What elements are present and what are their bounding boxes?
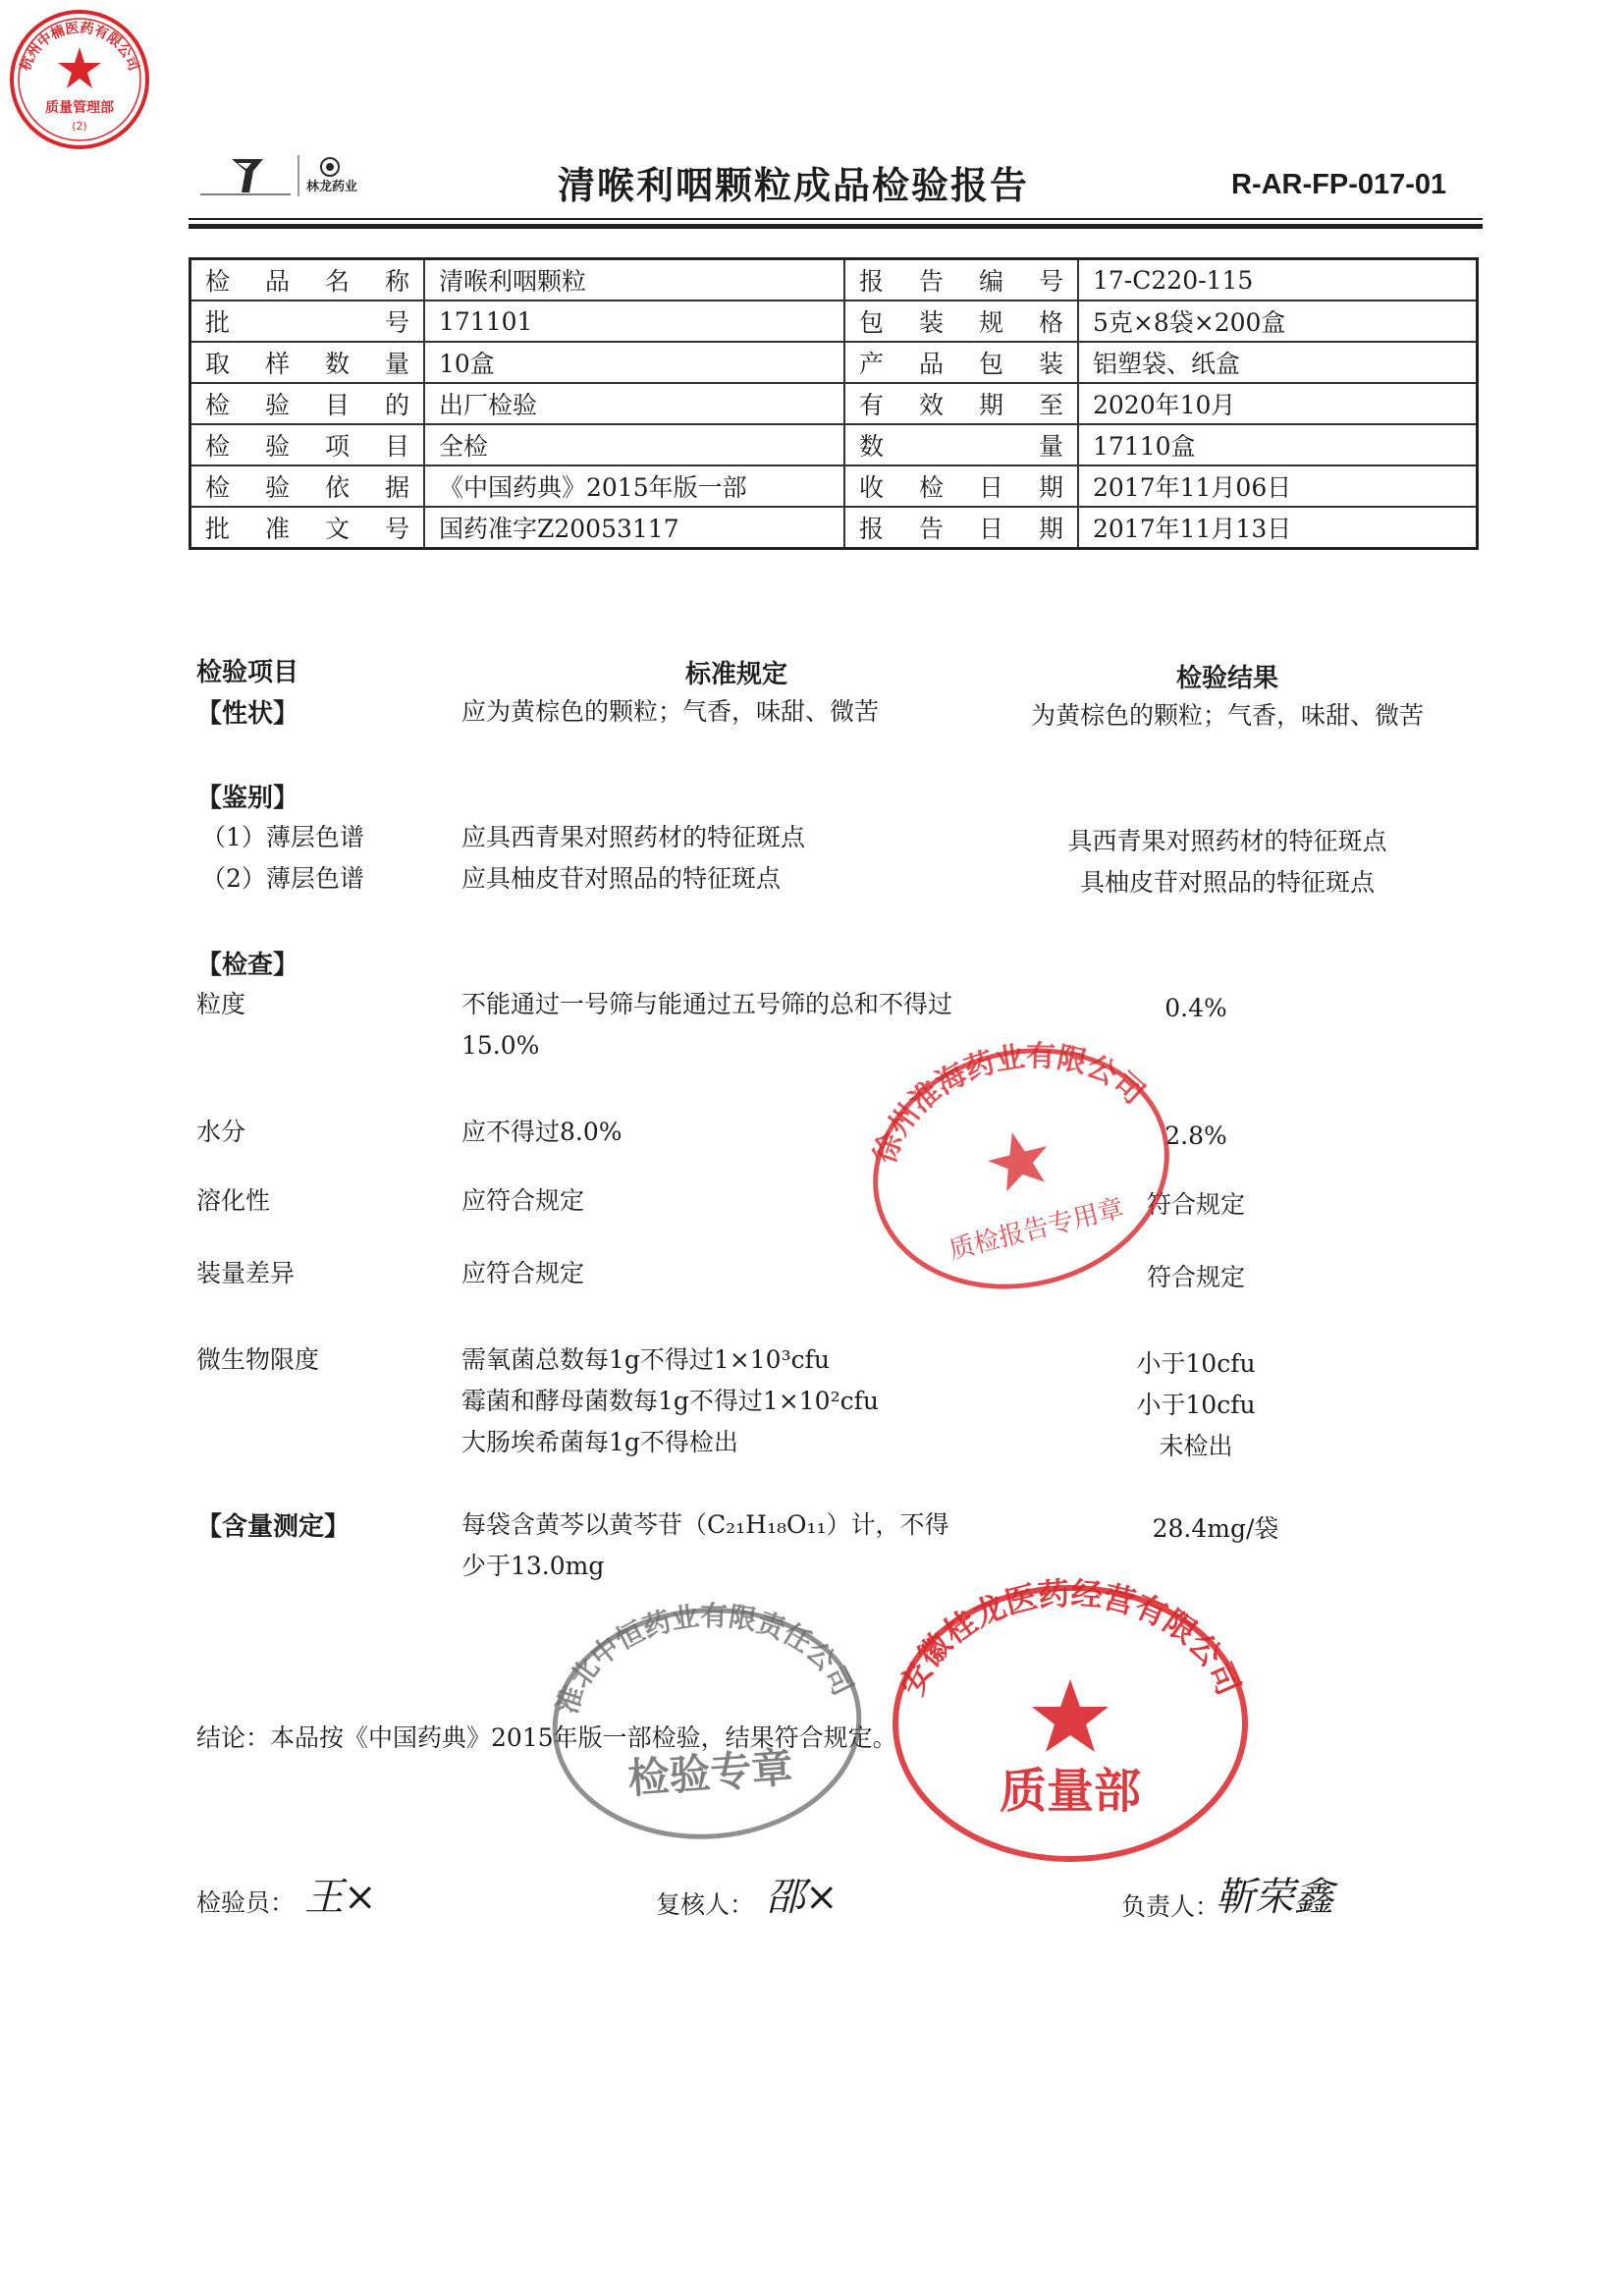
section-identification: 【鉴别】 bbox=[196, 784, 299, 813]
stamp-top-left-center: 质量管理部 bbox=[45, 100, 114, 116]
info-row bbox=[190, 301, 1478, 342]
info-value: 17110盒 bbox=[1093, 432, 1196, 461]
info-value-cell bbox=[1078, 424, 1478, 465]
info-label-cell bbox=[190, 383, 425, 424]
stamp-quality-dept bbox=[884, 1571, 1257, 1876]
inspector-label: 检验员： bbox=[196, 1888, 296, 1917]
manager-signature: 靳荣鑫 bbox=[1216, 1875, 1333, 1920]
assay-standard: 每袋含黄芩以黄芩苷（C₂₁H₁₈O₁₁）计，不得少于13.0mg bbox=[461, 1510, 949, 1580]
identification-result-2: 具柚皮苷对照品的特征斑点 bbox=[1079, 868, 1375, 897]
inspector-signature: 王× bbox=[304, 1875, 377, 1920]
info-value-cell bbox=[1078, 342, 1478, 383]
info-label-cell bbox=[190, 259, 425, 301]
info-value-cell bbox=[424, 424, 844, 465]
microbe-result-1: 小于10cfu bbox=[1136, 1349, 1256, 1378]
appearance-standard: 应为黄棕色的颗粒；气香，味甜、微苦 bbox=[461, 697, 880, 726]
info-row bbox=[190, 424, 1478, 465]
svg-text:淮北中恒药业有限责任公司 bbox=[544, 1591, 860, 1720]
info-label: 取 样 数 量 bbox=[205, 350, 409, 378]
stamp-top-left-ring: 杭州中楠医药有限公司 bbox=[18, 20, 141, 74]
info-value: 2017年11月13日 bbox=[1093, 515, 1292, 543]
appearance-result: 为黄棕色的颗粒；气香，味甜、微苦 bbox=[1030, 701, 1424, 730]
info-value-cell bbox=[424, 383, 844, 424]
info-label: 检 验 项 目 bbox=[205, 432, 409, 461]
info-row bbox=[190, 383, 1478, 424]
reviewer-signature: 邵× bbox=[766, 1875, 839, 1920]
inspection-result-2: 2.8% bbox=[1164, 1121, 1227, 1150]
stamp-quality-dept-center: 质量部 bbox=[999, 1764, 1142, 1819]
header-divider-thin bbox=[189, 218, 1483, 220]
inspection-result-3: 符合规定 bbox=[1146, 1190, 1245, 1219]
inspection-standard-3: 应符合规定 bbox=[461, 1186, 585, 1215]
stamp-quality-dept-ring: 安徽桂龙医药经营有限公司 bbox=[893, 1574, 1248, 1701]
section-appearance: 【性状】 bbox=[196, 699, 299, 729]
info-value: 全检 bbox=[439, 432, 489, 461]
info-label: 包 装 规 格 bbox=[859, 308, 1063, 337]
identification-result-1: 具西青果对照药材的特征斑点 bbox=[1067, 827, 1387, 855]
header-result: 检验结果 bbox=[1175, 664, 1278, 693]
info-label: 有 效 期 至 bbox=[859, 391, 1063, 419]
identification-item-2: （2）薄层色谱 bbox=[201, 864, 364, 893]
svg-text:徐州淮海药业有限公司 bbox=[854, 1021, 1156, 1175]
section-inspection: 【检查】 bbox=[196, 951, 299, 980]
identification-standard-1: 应具西青果对照药材的特征斑点 bbox=[461, 823, 806, 851]
stamp-inspection-ring: 淮北中恒药业有限责任公司 bbox=[550, 1599, 860, 1719]
inspection-result-1: 0.4% bbox=[1164, 994, 1227, 1022]
info-value: 国药准字Z20053117 bbox=[439, 515, 679, 543]
stamp-top-left-sub: (2) bbox=[72, 120, 87, 133]
info-value-cell bbox=[1078, 383, 1478, 424]
info-label-cell bbox=[190, 507, 425, 549]
info-label: 检 验 目 的 bbox=[205, 391, 409, 419]
identification-item-1: （1）薄层色谱 bbox=[201, 823, 364, 851]
microbe-item: 微生物限度 bbox=[196, 1345, 320, 1374]
info-value: 5克×8袋×200盒 bbox=[1093, 308, 1286, 337]
conclusion-text: 结论：本品按《中国药典》2015年版一部检验，结果符合规定。 bbox=[196, 1723, 897, 1752]
info-label-cell bbox=[844, 465, 1078, 507]
identification-standard-2: 应具柚皮苷对照品的特征斑点 bbox=[461, 864, 782, 893]
info-value: 10盒 bbox=[439, 350, 495, 378]
inspection-standard-2: 应不得过8.0% bbox=[461, 1118, 623, 1146]
inspection-item-3: 溶化性 bbox=[196, 1186, 271, 1215]
stamp-quality-report bbox=[854, 1021, 1188, 1316]
info-label-cell bbox=[190, 301, 425, 342]
info-value-cell bbox=[1078, 507, 1478, 549]
info-value-cell bbox=[1078, 465, 1478, 507]
stamp-inspection-center: 检验专章 bbox=[626, 1743, 795, 1803]
info-value-cell bbox=[424, 465, 844, 507]
info-value: 171101 bbox=[439, 306, 533, 336]
info-label-cell bbox=[190, 424, 425, 465]
info-label-cell bbox=[844, 342, 1078, 383]
microbe-standard-1: 需氧菌总数每1g不得过1×10³cfu bbox=[461, 1345, 830, 1374]
microbe-standard-3: 大肠埃希菌每1g不得检出 bbox=[461, 1428, 738, 1456]
inspection-standard-1: 不能通过一号筛与能通过五号筛的总和不得过15.0% bbox=[461, 990, 953, 1060]
header-item: 检验项目 bbox=[196, 658, 299, 687]
inspection-item-2: 水分 bbox=[196, 1118, 246, 1146]
logo-text: 林龙药业 bbox=[305, 180, 358, 194]
microbe-result-2: 小于10cfu bbox=[1136, 1391, 1256, 1419]
page-title: 清喉利咽颗粒成品检验报告 bbox=[558, 164, 1030, 207]
inspection-result-4: 符合规定 bbox=[1146, 1263, 1245, 1291]
inspection-item-4: 装量差异 bbox=[196, 1259, 296, 1287]
header-divider-thick bbox=[189, 224, 1483, 229]
info-label: 产 品 包 装 bbox=[859, 350, 1063, 378]
assay-result: 28.4mg/袋 bbox=[1152, 1514, 1279, 1543]
info-label-cell bbox=[844, 301, 1078, 342]
info-label: 批 号 bbox=[205, 308, 409, 337]
info-row bbox=[190, 465, 1478, 507]
info-row bbox=[190, 507, 1478, 549]
info-value-cell bbox=[424, 507, 844, 549]
info-table bbox=[189, 257, 1479, 550]
stamp-quality-report-ring: 徐州淮海药业有限公司 bbox=[867, 1039, 1152, 1169]
info-value: 17-C220-115 bbox=[1093, 265, 1254, 295]
info-value: 2020年10月 bbox=[1093, 391, 1236, 419]
info-value: 清喉利咽颗粒 bbox=[439, 267, 587, 296]
info-label: 检 验 依 据 bbox=[205, 473, 409, 502]
info-label: 收 检 日 期 bbox=[859, 473, 1063, 502]
reviewer-label: 复核人： bbox=[656, 1890, 755, 1919]
microbe-result-3: 未检出 bbox=[1159, 1432, 1233, 1460]
stamp-top-left bbox=[6, 6, 153, 153]
info-value: 《中国药典》2015年版一部 bbox=[439, 473, 747, 502]
info-label-cell bbox=[844, 424, 1078, 465]
document-code: R-AR-FP-017-01 bbox=[1231, 169, 1447, 200]
stamp-quality-report-center: 质检报告专用章 bbox=[946, 1193, 1127, 1266]
microbe-standard-2: 霉菌和酵母菌数每1g不得过1×10²cfu bbox=[461, 1387, 879, 1415]
inspection-standard-4: 应符合规定 bbox=[461, 1259, 585, 1287]
section-assay: 【含量测定】 bbox=[196, 1512, 351, 1542]
header-standard: 标准规定 bbox=[684, 660, 787, 689]
info-value: 出厂检验 bbox=[439, 391, 538, 419]
info-row bbox=[190, 259, 1478, 301]
info-value: 铝塑袋、纸盒 bbox=[1093, 350, 1241, 378]
info-label-cell bbox=[844, 383, 1078, 424]
info-label: 报 告 日 期 bbox=[859, 515, 1063, 543]
info-value-cell bbox=[424, 301, 844, 342]
info-value-cell bbox=[424, 342, 844, 383]
info-value-cell bbox=[1078, 259, 1478, 301]
info-row bbox=[190, 342, 1478, 383]
info-label: 数 量 bbox=[859, 432, 1063, 461]
company-logo bbox=[192, 145, 379, 204]
info-label-cell bbox=[190, 465, 425, 507]
manager-label: 负责人： bbox=[1121, 1892, 1220, 1921]
info-label: 检 品 名 称 bbox=[205, 267, 409, 296]
info-label-cell bbox=[190, 342, 425, 383]
info-label-cell bbox=[844, 259, 1078, 301]
info-label: 批 准 文 号 bbox=[205, 515, 409, 543]
info-value-cell bbox=[1078, 301, 1478, 342]
info-value: 2017年11月06日 bbox=[1093, 473, 1292, 502]
info-label: 报 告 编 号 bbox=[859, 267, 1063, 296]
info-value-cell bbox=[424, 259, 844, 301]
inspection-item-1: 粒度 bbox=[196, 990, 246, 1018]
info-label-cell bbox=[844, 507, 1078, 549]
